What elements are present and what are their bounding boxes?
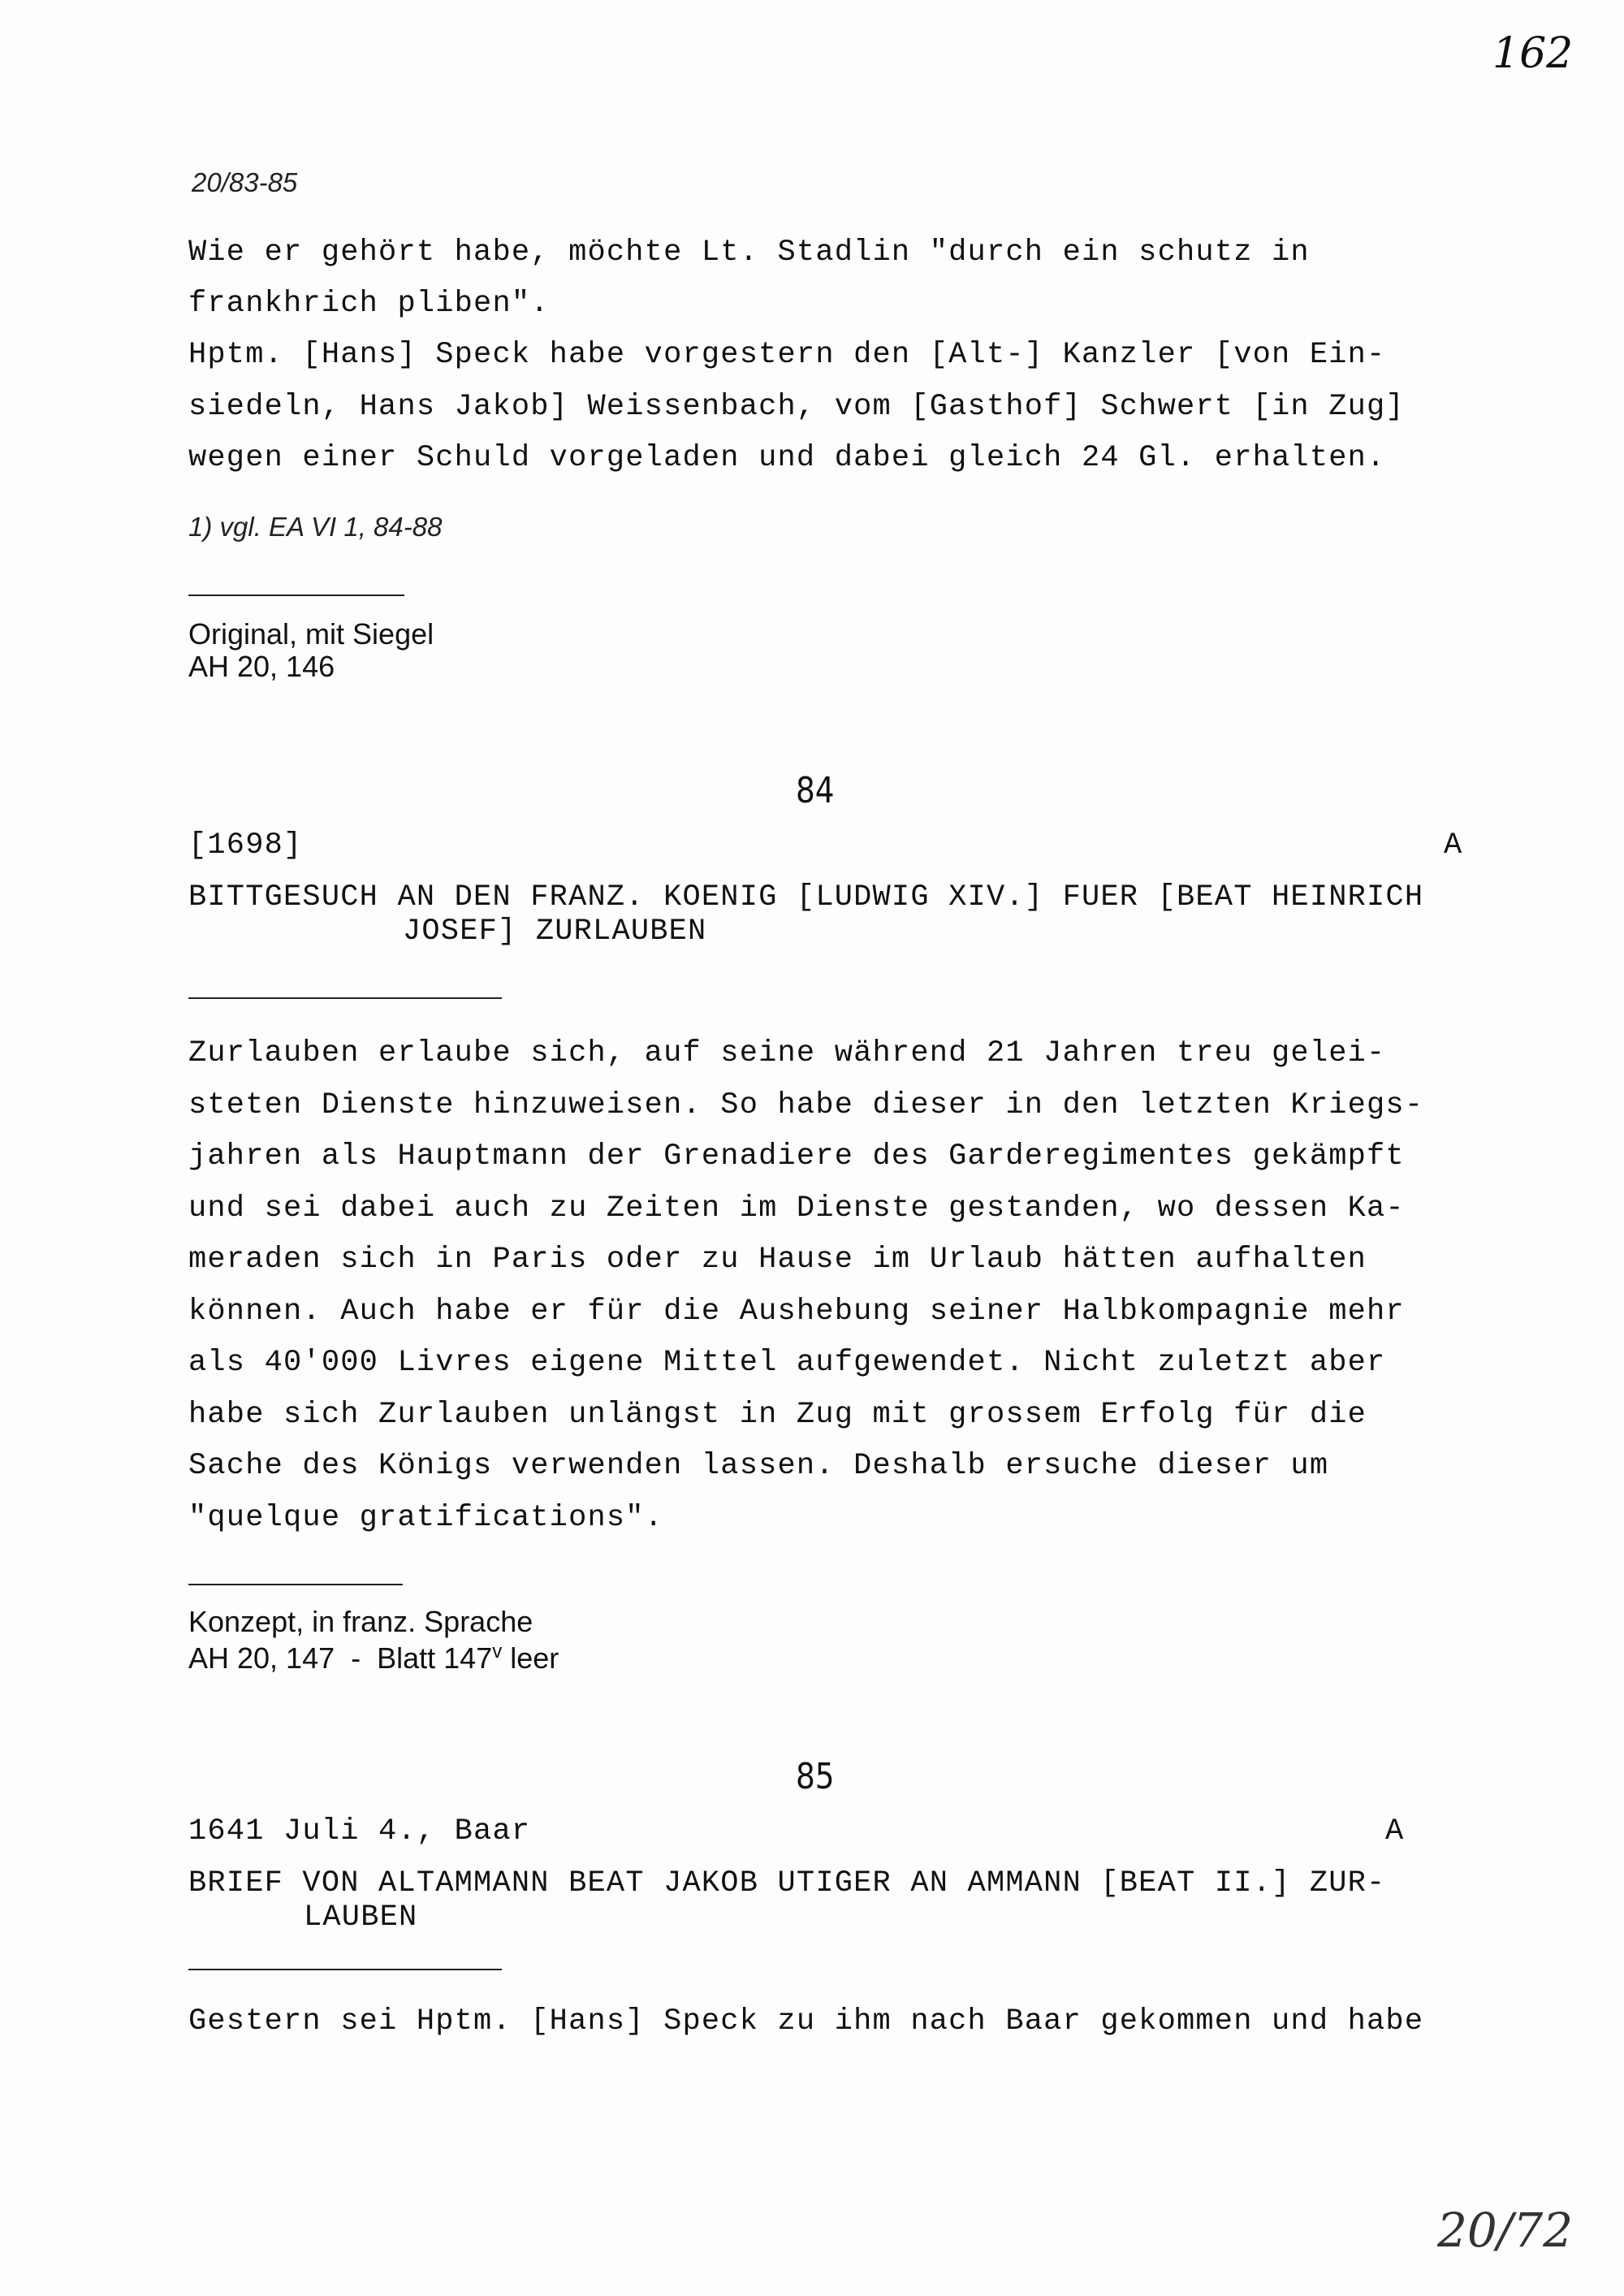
body-line: frankhrich pliben". [188,287,550,321]
source-shelfmark [188,1641,559,1676]
body-line: als 40'000 Livres eigene Mittel aufgewendet. Nicht zuletzt aber [188,1346,1386,1380]
entry-number: 84 [796,770,835,811]
body-line: steten Dienste hinzuweisen. So habe dieser in den letzten Kriegs- [188,1088,1424,1122]
body-line: Wie er gehört habe, möchte Lt. Stadlin "durch ein schutz in [188,236,1310,270]
section-divider [188,997,502,999]
entry-number: 85 [796,1756,835,1797]
section-divider [188,595,404,596]
entry-marker: A [1444,828,1463,863]
source-shelfmark: AH 20, 146 [188,650,335,683]
body-line: jahren als Hauptmann der Grenadiere des Garderegimentes gekämpft [188,1139,1405,1174]
body-line: siedeln, Hans Jakob] Weissenbach, vom [Gasthof] Schwert [in Zug] [188,390,1405,424]
source-shelfmark-suffix: leer [502,1641,559,1675]
verso-superscript: v [492,1641,503,1663]
header-reference: 20/83-85 [192,167,298,197]
body-line: Hptm. [Hans] Speck habe vorgestern den [Alt-] Kanzler [von Ein- [188,338,1386,372]
body-line: Sache des Königs verwenden lassen. Deshalb ersuche dieser um [188,1449,1329,1483]
source-note: Konzept, in franz. Sprache [188,1605,533,1638]
body-line: Zurlauben erlaube sich, auf seine während 21 Jahren treu gelei- [188,1036,1386,1070]
entry-title: BRIEF VON ALTAMMANN BEAT JAKOB UTIGER AN AMMANN [BEAT II.] ZUR- [188,1866,1386,1900]
body-line: und sei dabei auch zu Zeiten im Dienste gestanden, wo dessen Ka- [188,1191,1405,1226]
handwritten-archive-number: 20/72 [1437,2203,1574,2258]
body-line: "quelque gratifications". [188,1501,664,1535]
body-line: habe sich Zurlauben unlängst in Zug mit grossem Erfolg für die [188,1398,1367,1432]
handwritten-page-number: 162 [1492,29,1574,78]
entry-title-continued: JOSEF] ZURLAUBEN [403,915,707,949]
entry-title-continued: LAUBEN [304,1900,418,1935]
entry-marker: A [1385,1814,1405,1848]
body-line: Gestern sei Hptm. [Hans] Speck zu ihm nach Baar gekommen und habe [188,2004,1424,2039]
section-divider [188,1969,502,1970]
source-shelfmark-text: AH 20, 147 - Blatt 147 [188,1641,493,1675]
body-line: meraden sich in Paris oder zu Hause im Urlaub hätten aufhalten [188,1243,1367,1277]
footnote: 1) vgl. EA VI 1, 84-88 [188,512,443,542]
section-divider [188,1584,403,1585]
source-note: Original, mit Siegel [188,617,434,651]
entry-date: [1698] [188,828,303,863]
body-line: wegen einer Schuld vorgeladen und dabei gleich 24 Gl. erhalten. [188,441,1386,475]
entry-title: BITTGESUCH AN DEN FRANZ. KOENIG [LUDWIG XIV.] FUER [BEAT HEINRICH [188,880,1424,915]
body-line: können. Auch habe er für die Aushebung seiner Halbkompagnie mehr [188,1295,1405,1329]
entry-date: 1641 Juli 4., Baar [188,1814,531,1848]
